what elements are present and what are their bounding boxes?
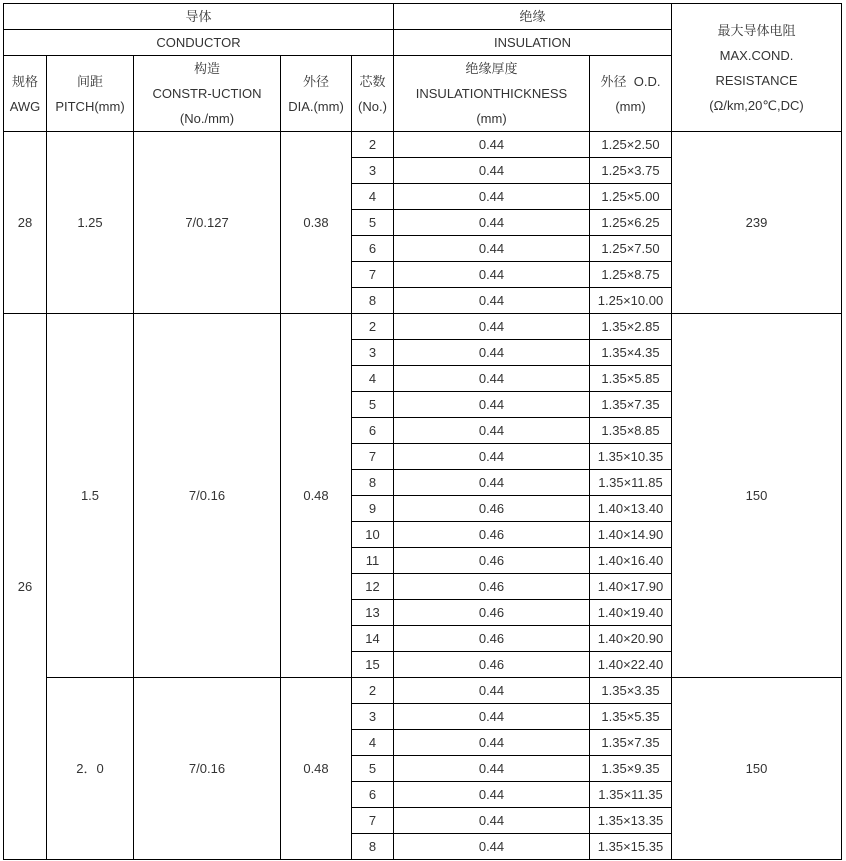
resistance-cell: 239 (672, 132, 842, 314)
dia-cell: 0.48 (281, 678, 352, 860)
cores-cell: 3 (352, 340, 394, 366)
od-cell: 1.35×3.35 (590, 678, 672, 704)
thickness-cell: 0.44 (394, 288, 590, 314)
cores-cell: 2 (352, 132, 394, 158)
cable-spec-table (3, 3, 842, 860)
od-cell: 1.35×15.35 (590, 834, 672, 860)
od-cell: 1.25×5.00 (590, 184, 672, 210)
cores-cell: 7 (352, 808, 394, 834)
resistance-header-line: (Ω/km,20℃,DC) (709, 97, 804, 113)
thickness-cell: 0.44 (394, 210, 590, 236)
od-cell: 1.35×9.35 (590, 756, 672, 782)
thickness-cell: 0.44 (394, 418, 590, 444)
cores-cell: 2 (352, 678, 394, 704)
thickness-cell: 0.46 (394, 574, 590, 600)
thickness-cell: 0.46 (394, 626, 590, 652)
construction-header-line: (No./mm) (179, 111, 235, 126)
thickness-cell: 0.46 (394, 496, 590, 522)
od-cell: 1.35×8.85 (590, 418, 672, 444)
cores-cell: 5 (352, 392, 394, 418)
thickness-cell: 0.44 (394, 236, 590, 262)
cores-header (352, 56, 394, 132)
conductor-header-en: CONDUCTOR (4, 30, 394, 56)
cores-cell: 2 (352, 314, 394, 340)
thickness-cell: 0.44 (394, 184, 590, 210)
od-cell: 1.40×22.40 (590, 652, 672, 678)
table-row (4, 132, 842, 158)
od-cell: 1.35×13.35 (590, 808, 672, 834)
awg-header-line: AWG (9, 98, 41, 114)
dia-header (281, 56, 352, 132)
thickness-cell: 0.46 (394, 548, 590, 574)
pitch-header-line: 间距 (76, 73, 103, 89)
thickness-cell: 0.44 (394, 340, 590, 366)
cores-cell: 9 (352, 496, 394, 522)
thickness-cell: 0.44 (394, 834, 590, 860)
thickness-cell: 0.44 (394, 678, 590, 704)
od-cell: 1.35×5.85 (590, 366, 672, 392)
pitch-cell: 1.5 (47, 314, 134, 678)
construction-header-line: CONSTR-UCTION (152, 86, 262, 101)
cores-cell: 8 (352, 470, 394, 496)
resistance-header (672, 4, 842, 132)
od-header-line: 外径 O.D. (600, 73, 661, 89)
od-cell: 1.35×7.35 (590, 730, 672, 756)
cores-cell: 8 (352, 288, 394, 314)
od-cell: 1.40×17.90 (590, 574, 672, 600)
dia-cell: 0.48 (281, 314, 352, 678)
pitch-cell: 2．0 (47, 678, 134, 860)
insulation-header-cn: 绝缘 (394, 4, 672, 30)
cores-header-line: 芯数 (359, 73, 386, 89)
thickness-cell: 0.44 (394, 782, 590, 808)
thickness-header-line: 绝缘厚度 (465, 61, 518, 76)
cores-cell: 10 (352, 522, 394, 548)
dia-cell: 0.38 (281, 132, 352, 314)
resistance-header-line: RESISTANCE (715, 72, 798, 88)
thickness-header (394, 56, 590, 132)
construction-cell: 7/0.16 (134, 314, 281, 678)
od-cell: 1.40×16.40 (590, 548, 672, 574)
construction-header-line: 构造 (193, 61, 220, 76)
cores-cell: 14 (352, 626, 394, 652)
od-cell: 1.40×20.90 (590, 626, 672, 652)
thickness-cell: 0.46 (394, 522, 590, 548)
od-cell: 1.35×2.85 (590, 314, 672, 340)
table-row (4, 314, 842, 340)
resistance-header-line: 最大导体电阻 (717, 22, 796, 38)
awg-cell: 26 (4, 314, 47, 860)
cores-cell: 6 (352, 236, 394, 262)
od-cell: 1.35×5.35 (590, 704, 672, 730)
od-cell: 1.40×13.40 (590, 496, 672, 522)
thickness-cell: 0.44 (394, 262, 590, 288)
cores-cell: 5 (352, 210, 394, 236)
thickness-cell: 0.46 (394, 652, 590, 678)
thickness-cell: 0.44 (394, 808, 590, 834)
table-row (4, 678, 842, 704)
thickness-cell: 0.44 (394, 470, 590, 496)
cores-cell: 6 (352, 418, 394, 444)
od-cell: 1.25×10.00 (590, 288, 672, 314)
pitch-header-line: PITCH(mm) (55, 98, 125, 114)
pitch-header (47, 56, 134, 132)
cores-cell: 12 (352, 574, 394, 600)
conductor-header-cn: 导体 (4, 4, 394, 30)
thickness-cell: 0.44 (394, 756, 590, 782)
cores-cell: 4 (352, 730, 394, 756)
od-cell: 1.35×4.35 (590, 340, 672, 366)
insulation-header-en: INSULATION (394, 30, 672, 56)
cores-cell: 3 (352, 158, 394, 184)
thickness-cell: 0.44 (394, 158, 590, 184)
od-cell: 1.35×11.85 (590, 470, 672, 496)
od-cell: 1.35×11.35 (590, 782, 672, 808)
thickness-cell: 0.44 (394, 730, 590, 756)
dia-header-line: 外径 (302, 73, 329, 89)
od-cell: 1.25×6.25 (590, 210, 672, 236)
cores-cell: 7 (352, 262, 394, 288)
resistance-cell: 150 (672, 314, 842, 678)
construction-cell: 7/0.16 (134, 678, 281, 860)
cores-cell: 8 (352, 834, 394, 860)
cores-cell: 5 (352, 756, 394, 782)
thickness-cell: 0.44 (394, 366, 590, 392)
cores-cell: 15 (352, 652, 394, 678)
od-cell: 1.25×3.75 (590, 158, 672, 184)
od-cell: 1.40×19.40 (590, 600, 672, 626)
cores-cell: 3 (352, 704, 394, 730)
awg-cell: 28 (4, 132, 47, 314)
thickness-cell: 0.44 (394, 704, 590, 730)
thickness-cell: 0.44 (394, 132, 590, 158)
cores-cell: 13 (352, 600, 394, 626)
od-header-line: (mm) (615, 98, 646, 114)
resistance-header-line: MAX.COND. (719, 47, 794, 63)
awg-header (4, 56, 47, 132)
cores-header-line: (No.) (358, 98, 387, 114)
thickness-cell: 0.44 (394, 314, 590, 340)
cores-cell: 4 (352, 184, 394, 210)
od-cell: 1.40×14.90 (590, 522, 672, 548)
pitch-cell: 1.25 (47, 132, 134, 314)
thickness-cell: 0.44 (394, 392, 590, 418)
cores-cell: 4 (352, 366, 394, 392)
od-cell: 1.35×7.35 (590, 392, 672, 418)
construction-header (134, 56, 281, 132)
thickness-cell: 0.44 (394, 444, 590, 470)
thickness-header-line: INSULATIONTHICKNESS (415, 86, 568, 101)
dia-header-line: DIA.(mm) (288, 98, 344, 114)
od-cell: 1.25×2.50 (590, 132, 672, 158)
od-cell: 1.35×10.35 (590, 444, 672, 470)
cores-cell: 6 (352, 782, 394, 808)
od-cell: 1.25×8.75 (590, 262, 672, 288)
awg-header-line: 规格 (11, 73, 38, 89)
od-cell: 1.25×7.50 (590, 236, 672, 262)
od-header (590, 56, 672, 132)
thickness-cell: 0.46 (394, 600, 590, 626)
cores-cell: 7 (352, 444, 394, 470)
construction-cell: 7/0.127 (134, 132, 281, 314)
cores-cell: 11 (352, 548, 394, 574)
thickness-header-line: (mm) (476, 111, 507, 126)
resistance-cell: 150 (672, 678, 842, 860)
